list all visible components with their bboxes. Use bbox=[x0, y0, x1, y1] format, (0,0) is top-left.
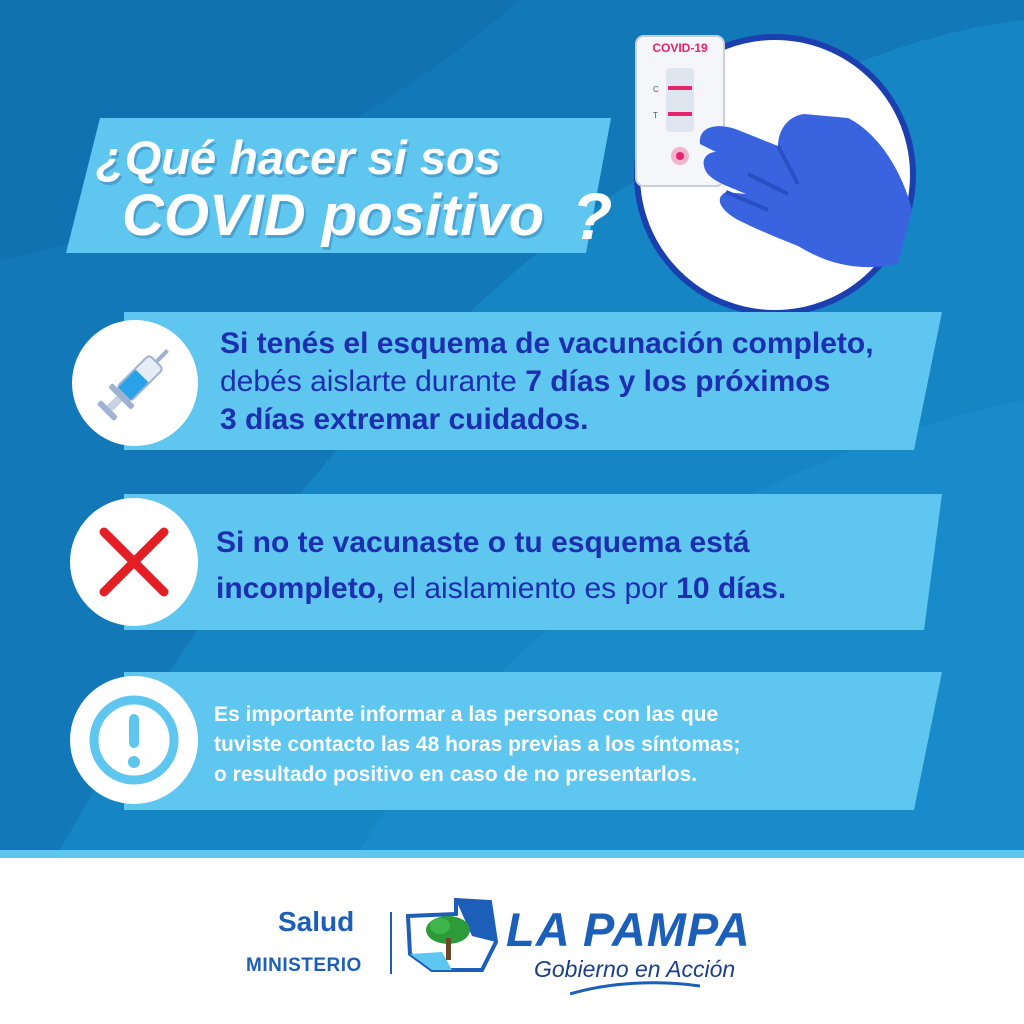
text-segment: Si no te vacunaste o tu esquema está bbox=[216, 526, 750, 559]
footer-swoosh bbox=[570, 980, 700, 996]
panel-unvaccinated-text bbox=[216, 520, 786, 612]
panel-unvaccinated-line-2 bbox=[216, 566, 786, 612]
text-segment: incompleto, bbox=[216, 572, 385, 605]
text-segment: 7 días y los próximos bbox=[525, 365, 831, 398]
footer-tagline: Gobierno en Acción bbox=[534, 956, 736, 982]
panel-notify-contacts-text bbox=[214, 700, 740, 790]
panel-vaccinated-line-1 bbox=[220, 325, 874, 363]
test-kit-t-label: T bbox=[653, 111, 658, 120]
text-segment: Si tenés el esquema de vacunación completo, bbox=[220, 327, 874, 360]
text-segment: 3 días extremar cuidados. bbox=[220, 403, 589, 436]
text-segment: debés aislarte durante bbox=[220, 365, 526, 398]
panel-notify-line-2: tuviste contacto las 48 horas previas a los síntomas; bbox=[214, 733, 741, 756]
syringe-icon-circle bbox=[72, 320, 198, 446]
footer-brand: LA PAMPA bbox=[506, 903, 751, 956]
red-x-icon-circle bbox=[70, 498, 198, 626]
text-segment: 10 días. bbox=[676, 572, 787, 605]
text-segment: el aislamiento es por bbox=[384, 572, 677, 605]
exclamation-icon bbox=[84, 690, 184, 790]
red-x-icon bbox=[94, 522, 174, 602]
title-line-1: ¿Qué hacer si sos bbox=[96, 131, 501, 184]
footer-ministerio: MINISTERIO bbox=[246, 955, 362, 976]
panel-notify-line-3: o resultado positivo en caso de no presentarlos. bbox=[214, 763, 698, 786]
footer-salud: Salud bbox=[278, 906, 355, 937]
la-pampa-logo-icon bbox=[402, 896, 498, 978]
title-question-mark: ? bbox=[572, 179, 613, 253]
panel-vaccinated-text bbox=[220, 325, 874, 439]
syringe-icon bbox=[85, 333, 185, 433]
panel-vaccinated-line-2 bbox=[220, 363, 874, 401]
panel-vaccinated-line-3 bbox=[220, 401, 874, 439]
test-kit-c-label: C bbox=[653, 85, 659, 94]
footer-divider bbox=[390, 912, 392, 974]
panel-notify-line-1: Es importante informar a las personas con las que bbox=[214, 703, 719, 726]
test-kit-label: COVID-19 bbox=[652, 41, 708, 55]
footer-stripe bbox=[0, 850, 1024, 858]
covid-test-illustration bbox=[628, 34, 922, 316]
panel-unvaccinated-line-1 bbox=[216, 520, 786, 566]
title-line-2: COVID positivo bbox=[122, 183, 545, 248]
exclamation-icon-circle bbox=[70, 676, 198, 804]
